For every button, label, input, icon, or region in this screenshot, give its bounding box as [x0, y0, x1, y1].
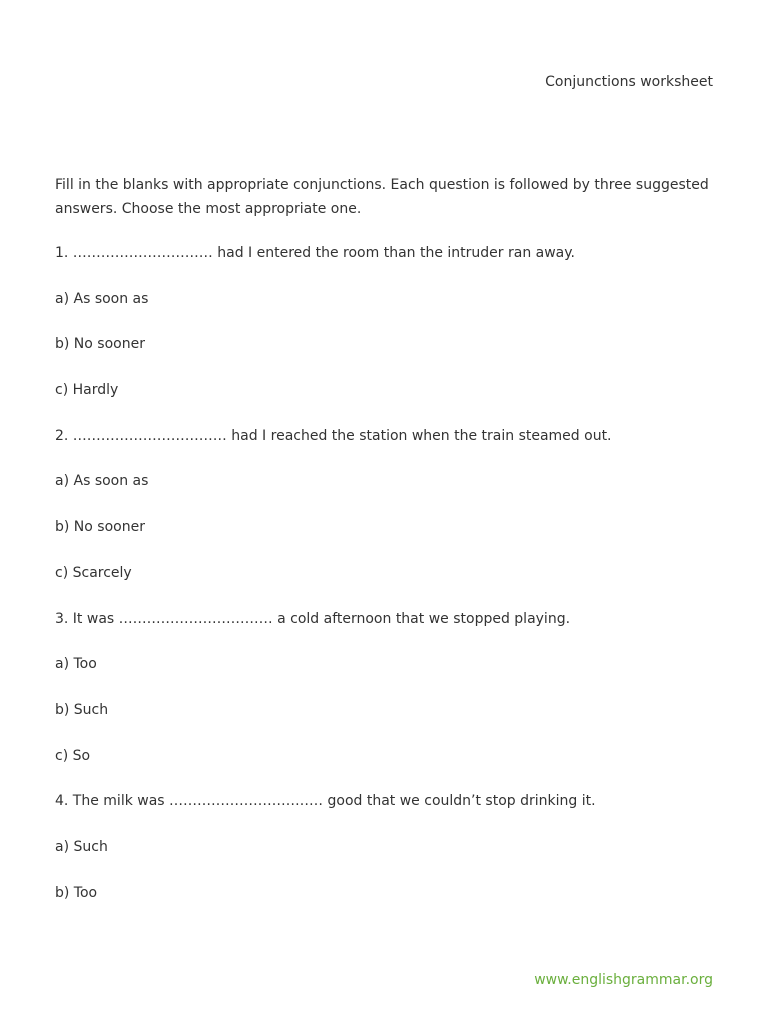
- question-4-text: 4. The milk was …………………………… good that we couldn’t stop drinking it.: [55, 793, 596, 810]
- question-2-option-c: c) Scarcely: [55, 564, 132, 581]
- question-3-option-c: c) So: [55, 747, 91, 764]
- question-3-text: 3. It was …………………………… a cold afternoon that we stopped playing.: [55, 610, 571, 627]
- question-3-option-b: b) Such: [55, 701, 109, 718]
- question-1-option-a: a) As soon as: [55, 290, 149, 307]
- question-2-option-b: b) No sooner: [55, 519, 145, 536]
- question-4-option-b: b) Too: [55, 884, 98, 901]
- question-1-option-b: b) No sooner: [55, 336, 145, 353]
- question-1-text: 1. ………………………… had I entered the room than the intruder ran away.: [55, 245, 575, 261]
- worksheet-title: Conjunctions worksheet: [545, 74, 713, 90]
- questions-list: [55, 243, 715, 928]
- question-1-option-c: c) Hardly: [55, 382, 119, 399]
- question-2-text: 2. …………………………… had I reached the station when the train steamed out.: [55, 427, 612, 444]
- question-2-option-a: a) As soon as: [55, 473, 149, 490]
- question-4-option-a: a) Such: [55, 838, 108, 855]
- footer-website-link[interactable]: www.englishgrammar.org: [534, 972, 713, 988]
- instructions-text: Fill in the blanks with appropriate conjunctions. Each question is followed by three suggested answers. Choose the most appropriate one.: [55, 177, 709, 217]
- question-3-option-a: a) Too: [55, 656, 97, 673]
